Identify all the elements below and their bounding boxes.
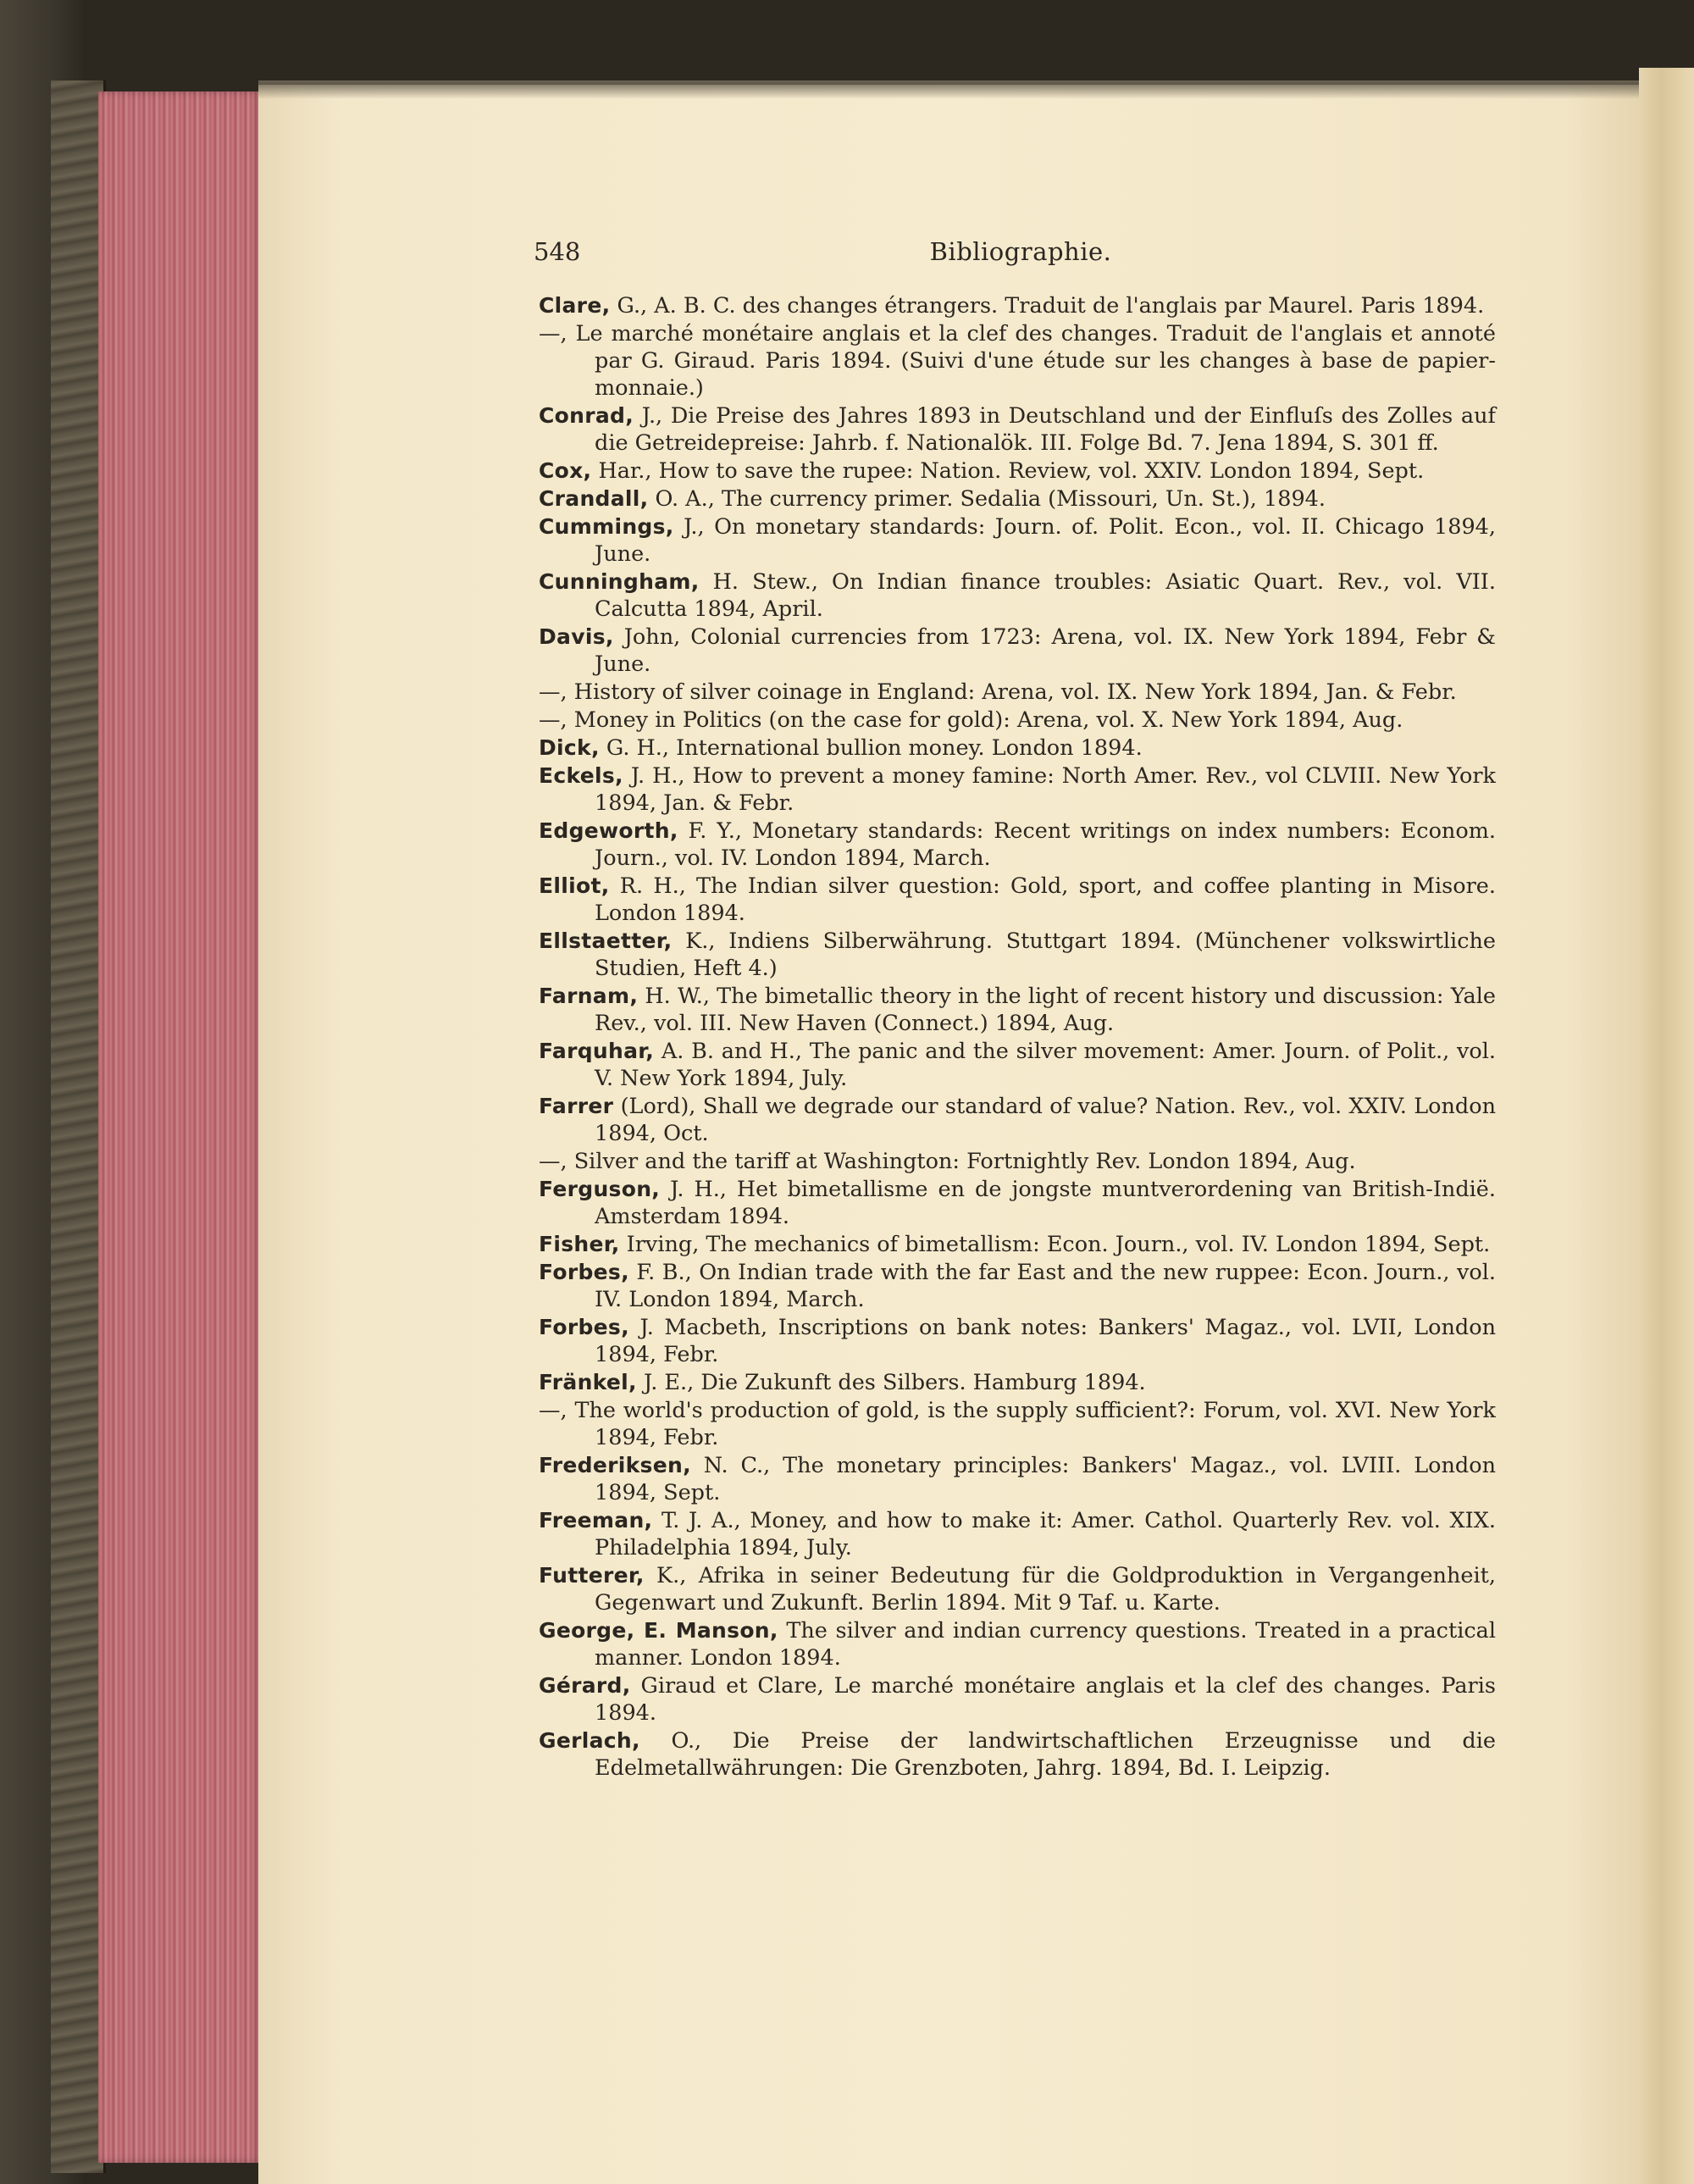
entry-author: Cummings, [539, 514, 674, 539]
entry-text: —, The world's production of gold, is the supply sufficient?: Forum, vol. XVI. New York 1894, Febr. [539, 1398, 1496, 1450]
entry-text: K., Afrika in seiner Bedeutung für die Goldproduktion in Vergangenheit, Gegenwart und Zukunft. Berlin 1894. Mit 9 Taf. u. Karte. [595, 1563, 1496, 1616]
entry-author: Cox, [539, 458, 592, 483]
entry-author: Futterer, [539, 1563, 645, 1588]
bibliography-list [539, 292, 1496, 1782]
entry-author: Farrer [539, 1094, 614, 1118]
entry-text: G., A. B. C. des changes étrangers. Traduit de l'anglais par Maurel. Paris 1894. [610, 293, 1485, 319]
bibliography-entry [539, 320, 1496, 402]
bibliography-entry [539, 1727, 1496, 1782]
entry-text: J., Die Preise des Jahres 1893 in Deutschland und der Einfluſs des Zolles auf die Getreidepreise: Jahrb. f. Nationalök. III. Folge Bd. 7. Jena 1894, S. 301 ff. [595, 403, 1496, 456]
bibliography-entry [539, 707, 1496, 734]
bibliography-entry [539, 1397, 1496, 1451]
entry-text: —, Le marché monétaire anglais et la clef des changes. Traduit de l'anglais et annoté par G. Giraud. Paris 1894. (Suivi d'une étude sur les changes à base de papier-monnaie.) [539, 321, 1496, 401]
bibliography-entry [539, 1231, 1496, 1258]
entry-text: H. W., The bimetallic theory in the light of recent history und discussion: Yale Rev., vol. III. New Haven (Connect.) 1894, Aug. [595, 984, 1496, 1036]
bibliography-entry [539, 679, 1496, 706]
entry-author: Edgeworth, [539, 818, 678, 843]
bibliography-entry [539, 1093, 1496, 1147]
entry-author: Freeman, [539, 1508, 653, 1533]
bibliography-entry [539, 1452, 1496, 1506]
bibliography-entry [539, 1314, 1496, 1368]
entry-author: Gérard, [539, 1673, 631, 1698]
entry-author: Farquhar, [539, 1039, 655, 1063]
entry-author: Fisher, [539, 1232, 620, 1256]
entry-author: Fränkel, [539, 1370, 637, 1394]
entry-author: Forbes, [539, 1260, 629, 1284]
entry-text: F. B., On Indian trade with the far East and the new ruppee: Econ. Journ., vol. IV. London 1894, March. [595, 1260, 1496, 1312]
entry-text: N. C., The monetary principles: Bankers' Magaz., vol. LVIII. London 1894, Sept. [595, 1453, 1496, 1505]
entry-text: Irving, The mechanics of bimetallism: Econ. Journ., vol. IV. London 1894, Sept. [619, 1232, 1491, 1257]
bibliography-entry [539, 762, 1496, 817]
page-top-shadow [258, 80, 1647, 99]
entry-text: Giraud et Clare, Le marché monétaire anglais et la clef des changes. Paris 1894. [595, 1673, 1496, 1726]
entry-author: Gerlach, [539, 1728, 640, 1753]
entry-author: Crandall, [539, 486, 649, 511]
bibliography-entry [539, 568, 1496, 623]
running-title: Bibliographie. [929, 237, 1112, 266]
bibliography-entry [539, 513, 1496, 568]
entry-text: O., Die Preise der landwirtschaftlichen Erzeugnisse und die Edelmetallwährungen: Die Grenzboten, Jahrg. 1894, Bd. I. Leipzig. [595, 1728, 1496, 1781]
entry-text: (Lord), Shall we degrade our standard of value? Nation. Rev., vol. XXIV. London 1894, Oct. [595, 1094, 1496, 1146]
bibliography-entry [539, 485, 1496, 513]
entry-author: Conrad, [539, 403, 634, 428]
bibliography-entry [539, 873, 1496, 927]
entry-text: Har., How to save the rupee: Nation. Review, vol. XXIV. London 1894, Sept. [591, 458, 1425, 484]
entry-author: Davis, [539, 624, 614, 649]
entry-text: J. H., How to prevent a money famine: North Amer. Rev., vol CLVIII. New York 1894, Jan. & Febr. [595, 763, 1496, 816]
entry-author: Farnam, [539, 984, 639, 1008]
entry-text: F. Y., Monetary standards: Recent writings on index numbers: Econom. Journ., vol. IV. London 1894, March. [595, 818, 1496, 871]
bibliography-entry [539, 1369, 1496, 1396]
entry-author: Dick, [539, 735, 600, 760]
entry-text: J. H., Het bimetallisme en de jongste muntverordening van British-Indië. Amsterdam 1894. [595, 1177, 1496, 1229]
bibliography-entry [539, 983, 1496, 1037]
page-gutter [1639, 68, 1694, 2184]
entry-author: George, E. Manson, [539, 1618, 778, 1643]
page-number: 548 [534, 237, 581, 266]
bibliography-entry [539, 457, 1496, 485]
bibliography-entry [539, 1259, 1496, 1313]
entry-author: Elliot, [539, 873, 610, 898]
bibliography-entry [539, 1617, 1496, 1671]
entry-author: Clare, [539, 293, 611, 318]
bibliography-entry [539, 1176, 1496, 1230]
entry-text: J., On monetary standards: Journ. of. Polit. Econ., vol. II. Chicago 1894, June. [595, 514, 1496, 567]
bibliography-entry [539, 928, 1496, 982]
bibliography-entry [539, 1507, 1496, 1561]
bibliography-entry [539, 734, 1496, 762]
page-edges [98, 91, 264, 2163]
bibliography-entry [539, 292, 1496, 319]
entry-author: Eckels, [539, 763, 623, 788]
entry-text: J. E., Die Zukunft des Silbers. Hamburg 1894. [636, 1370, 1146, 1395]
entry-text: J. Macbeth, Inscriptions on bank notes: Bankers' Magaz., vol. LVII, London 1894, Febr. [595, 1315, 1496, 1367]
bibliography-entry [539, 1672, 1496, 1727]
bibliography-entry [539, 402, 1496, 457]
bibliography-entry [539, 1038, 1496, 1092]
entry-text: T. J. A., Money, and how to make it: Amer. Cathol. Quarterly Rev. vol. XIX. Philadelphia 1894, July. [595, 1508, 1496, 1560]
entry-author: Ellstaetter, [539, 928, 673, 953]
bibliography-entry [539, 1148, 1496, 1175]
entry-text: H. Stew., On Indian finance troubles: Asiatic Quart. Rev., vol. VII. Calcutta 1894, April. [595, 569, 1496, 622]
entry-author: Ferguson, [539, 1177, 661, 1201]
entry-text: —, History of silver coinage in England: Arena, vol. IX. New York 1894, Jan. & Febr. [539, 679, 1457, 705]
bibliography-entry [539, 624, 1496, 678]
entry-author: Cunningham, [539, 569, 700, 594]
entry-text: The silver and indian currency questions. Treated in a practical manner. London 1894. [595, 1618, 1496, 1671]
entry-text: K., Indiens Silberwährung. Stuttgart 1894. (Münchener volkswirtliche Studien, Heft 4.) [595, 928, 1496, 981]
entry-text: —, Silver and the tariff at Washington: Fortnightly Rev. London 1894, Aug. [539, 1149, 1356, 1174]
entry-author: Forbes, [539, 1315, 629, 1339]
bibliography-entry [539, 818, 1496, 872]
entry-text: G. H., International bullion money. London 1894. [599, 735, 1143, 761]
entry-text: —, Money in Politics (on the case for gold): Arena, vol. X. New York 1894, Aug. [539, 707, 1403, 733]
entry-text: John, Colonial currencies from 1723: Arena, vol. IX. New York 1894, Febr & June. [595, 624, 1496, 677]
entry-text: A. B. and H., The panic and the silver movement: Amer. Journ. of Polit., vol. V. New York 1894, July. [595, 1039, 1496, 1091]
entry-text: R. H., The Indian silver question: Gold, sport, and coffee planting in Misore. London 1894. [595, 873, 1496, 926]
entry-author: Frederiksen, [539, 1453, 691, 1477]
entry-text: O. A., The currency primer. Sedalia (Missouri, Un. St.), 1894. [648, 486, 1326, 512]
bibliography-entry [539, 1562, 1496, 1616]
